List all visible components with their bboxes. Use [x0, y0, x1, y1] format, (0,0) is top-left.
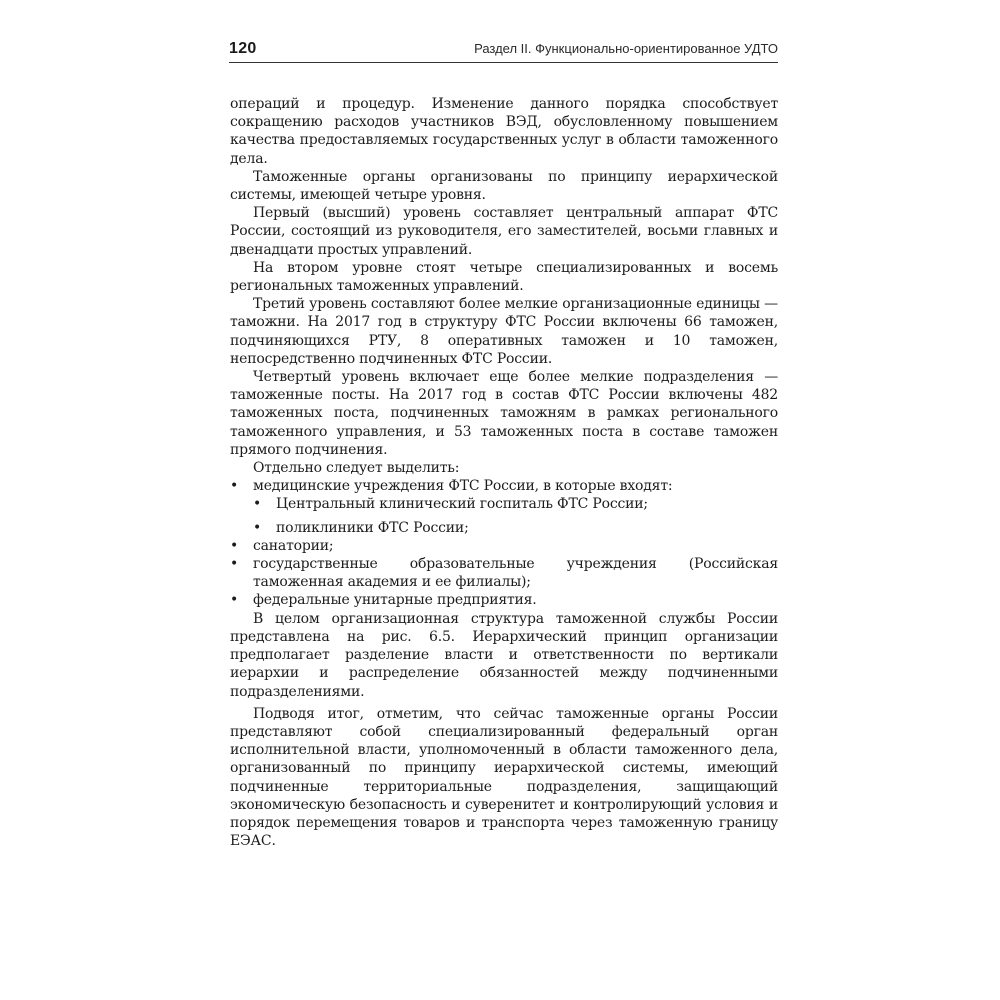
- list-item-text: санатории;: [253, 537, 334, 554]
- nested-list-item: [230, 519, 778, 537]
- page-header: [229, 40, 778, 63]
- bullet-icon: •: [230, 592, 239, 609]
- list-item: [230, 591, 778, 609]
- body-text: [230, 95, 778, 850]
- bullet-icon: •: [253, 519, 262, 536]
- bullet-icon: •: [253, 496, 262, 513]
- nested-list-item-text: Центральный клинический госпиталь ФТС России;: [276, 496, 648, 513]
- list-item-text: медицинские учреждения ФТС России, в которые входят:: [253, 478, 673, 495]
- paragraph-2: Таможенные органы организованы по принципу иерархической системы, имеющей четыре уровня.: [230, 168, 778, 204]
- bullet-icon: •: [230, 537, 239, 554]
- paragraph-4: На втором уровне стоят четыре специализированных и восемь региональных таможенных управлений.: [230, 259, 778, 295]
- paragraph-3: Первый (высший) уровень составляет центральный аппарат ФТС России, состоящий из руководителя, его заместителей, восьми главных и двенадцати простых управлений.: [230, 205, 778, 258]
- list-item-text: государственные образовательные учреждения (Российская таможенная академия и ее филиалы);: [253, 556, 778, 591]
- nested-list-item: [230, 495, 778, 513]
- bullet-icon: •: [230, 478, 239, 495]
- paragraph-7: Отдельно следует выделить:: [253, 460, 460, 477]
- list-item: [230, 537, 778, 555]
- nested-list-item-text: поликлиники ФТС России;: [276, 519, 469, 536]
- list-item-text: федеральные унитарные предприятия.: [253, 592, 537, 609]
- page-number: 120: [229, 40, 257, 57]
- list-item: [230, 477, 778, 495]
- running-head: Раздел II. Функционально-ориентированное УДТО: [474, 41, 778, 56]
- paragraph-9: Подводя итог, отметим, что сейчас таможенные органы России представляют собой специализированный федеральный орган исполнительной власти, уполномоченный в области таможенного дела, организованный по принципу иерархической системы, имеющий подчиненные территориальные подразделения, защищающий экономическую безопасность и суверенитет и контролирующий условия и порядок перемещения товаров и транспорта через таможенную границу ЕЭАС.: [230, 705, 778, 850]
- paragraph-1: операций и процедур. Изменение данного порядка способствует сокращению расходов участников ВЭД, обусловленному повышением качества предоставляемых государственных услуг в области таможенного дела.: [230, 96, 778, 167]
- paragraph-8: В целом организационная структура таможенной службы России представлена на рис. 6.5. Иерархический принцип организации предполагает разделение власти и ответственности по вертикали иерархии и распределение обязанностей между подчиненными подразделениями.: [230, 610, 778, 700]
- paragraph-5: Третий уровень составляют более мелкие организационные единицы — таможни. На 2017 год в структуру ФТС России включены 66 таможен, подчиняющихся РТУ, 8 оперативных таможен и 10 таможен, непосредственно подчиненных ФТС России.: [230, 296, 778, 367]
- list-item: [230, 555, 778, 591]
- bullet-icon: •: [230, 556, 239, 573]
- nested-bullet-list: [230, 495, 778, 536]
- nested-list-container: [230, 495, 778, 536]
- bullet-list: [230, 477, 778, 609]
- paragraph-6: Четвертый уровень включает еще более мелкие подразделения — таможенные посты. На 2017 год в состав ФТС России включены 482 таможенных поста, подчиненных таможням в рамках регионального таможенного управления, и 53 таможенных поста в составе таможен прямого подчинения.: [230, 369, 778, 458]
